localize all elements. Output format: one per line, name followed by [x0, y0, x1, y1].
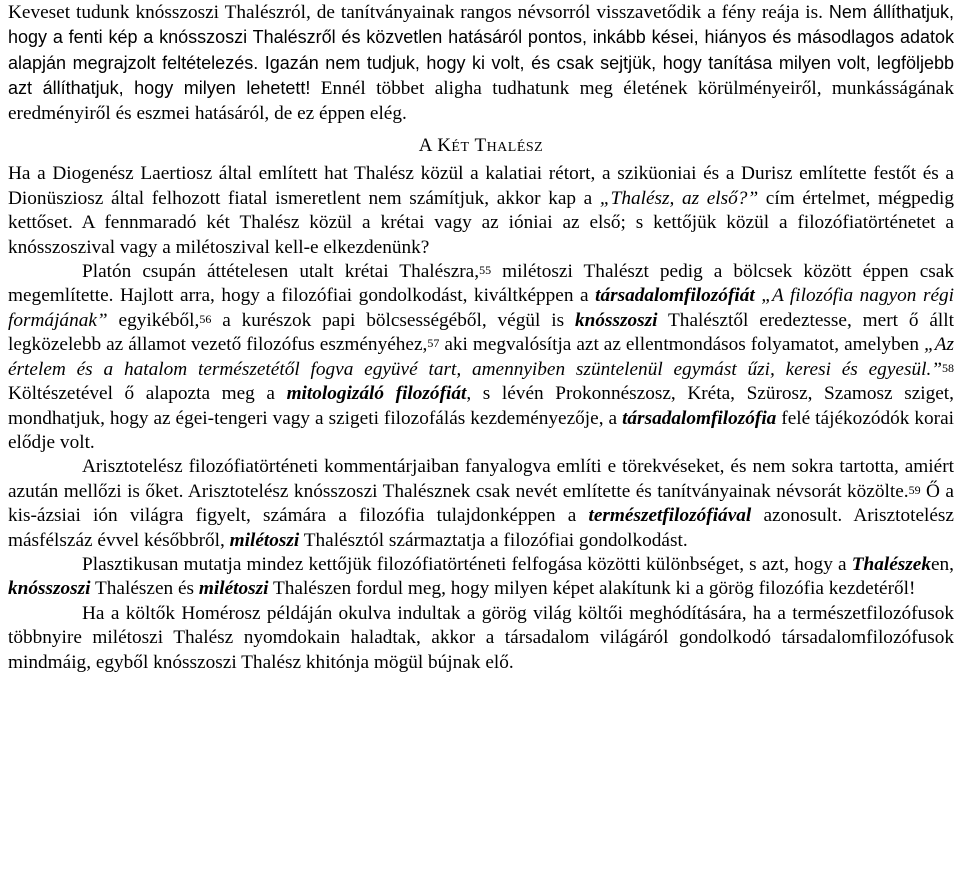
p2-text-7: aki megvalósítja azt az ellentmondásos folyamatot, amelyben: [439, 334, 924, 356]
p2-text-2: milétoszi Thalészt pedig a bölcsek között éppen csak megemlítette. Hajlott arra, hogy a filozófiai gondolkodást, kiváltképpen a: [8, 261, 954, 307]
heading-k: K: [437, 135, 452, 157]
p1-text-1: Ha a Diogenész Laertiosz által említett hat Thalész közül a kalatiai rétort, a sziküoniai és a Durisz említette festőt és a Dionüsziosz által felhozott fiatal ismeretlent nem számítjuk, akkor kap a: [8, 163, 954, 209]
p2-text-9: , s lévén Prokonnészosz, Kréta, Szürosz, Szamosz sziget, mondhatjuk, hogy az égei-tengeri vagy a szigeti filozofálás kezdeményezője, a: [8, 383, 954, 429]
paragraph-3: [8, 455, 954, 553]
intro-lead-text: Keveset tudunk knósszoszi Thalészról, de tanítványainak rangos névsorról visszavetődik a fény reája is.: [8, 2, 823, 23]
p2-text-8: Költészetével ő alapozta meg a: [8, 383, 287, 405]
p2-text-10: felé tájékozódók korai elődje volt.: [8, 407, 955, 453]
p2-text-1: Platón csupán áttételesen utalt krétai Thalészra,: [82, 261, 480, 283]
heading-et: ÉT: [451, 140, 470, 156]
p1-text-2: cím értelmet, mégpedig kettőset. A fennmaradó két Thalész közül a krétai vagy az ióniai az első; s kettőjük közül a filozófiatörténetet a knósszoszival vagy a milétoszival kell-e elkezdenünk?: [8, 187, 954, 258]
heading-halesz: HALÉSZ: [486, 140, 544, 156]
footnote-56[interactable]: 56: [199, 311, 212, 326]
p3-text-3: azonosult. Arisztotelész másfélszáz évvel későbbről,: [8, 505, 954, 551]
p3-text-2: Ő a kis-ázsiai ión világra figyelt, számára a filozófia tulajdonképpen a: [8, 480, 954, 527]
p2-text-6: Thalésztől eredeztesse, mert ő állt legközelebb az államot vezető filozófus eszményéhez,: [8, 309, 955, 356]
p2-quote-2: „Az értelem és a hatalom természetétől fogva együvé tart, amennyiben szüntelenül egymást űzi, keresi és egyesül.”: [8, 334, 955, 380]
footnote-58[interactable]: 58: [942, 360, 954, 375]
p4-text-4: Thalészen fordul meg, hogy milyen képet alakítunk ki a görög filozófia kezdetéről!: [268, 578, 916, 600]
paragraph-5: [8, 602, 954, 675]
p2-bold-4: társadalomfilozófia: [622, 407, 777, 429]
p4-bold-3: milétoszi: [198, 578, 269, 600]
heading-t: T: [474, 135, 487, 157]
intro-paragraph: [8, 0, 954, 126]
p4-bold-1: Thalészek: [851, 553, 931, 575]
footnote-55[interactable]: 55: [479, 263, 492, 278]
section-heading: [8, 126, 954, 162]
p3-text-1: Arisztotelész filozófiatörténeti kommentárjaiban fanyalogva említi e törekvéseket, és nem sokra tartotta, amiért azután mellőzi is őket. Arisztotelész knósszoszi Thalésznek csak nevét említette és tanítványainak névsorát közölte.: [8, 456, 954, 502]
p4-bold-2: knósszoszi: [8, 578, 91, 600]
p3-text-4: Thalésztól származtatja a filozófiai gondolkodást.: [299, 529, 688, 551]
p2-quote-1: „A filozófia nagyon régi formájának”: [8, 285, 954, 331]
footnote-59[interactable]: 59: [908, 482, 921, 497]
p2-text-5: a kurészok papi bölcsességéből, végül is: [211, 309, 575, 331]
p4-text-2: en,: [930, 553, 954, 575]
paragraph-1: [8, 162, 954, 260]
heading-a: A: [418, 135, 432, 157]
p3-bold-2: milétoszi: [229, 529, 300, 551]
document-page: [8, 0, 954, 675]
p1-quote: „Thalész, az első?”: [599, 187, 759, 209]
p3-bold-1: természetfilozófiával: [588, 505, 752, 527]
paragraph-2: [8, 260, 954, 455]
footnote-57[interactable]: 57: [427, 336, 440, 351]
p2-text-4: egyikéből,: [107, 309, 200, 331]
p4-text-1: Plasztikusan mutatja mindez kettőjük filozófiatörténeti felfogása közötti különbséget, s azt, hogy a: [82, 553, 852, 575]
intro-sans-text: Nem állíthatjuk, hogy a fenti kép a knósszoszi Thalészről és közvetlen hatásáról pontos, inkább kései, hiányos és másodlagos adatok alapján megrajzolt feltételezés. Igazán nem tudjuk, hogy ki volt, és csak sejtjük, hogy tanítása milyen volt, legföljebb azt állíthatjuk, hogy milyen lehetett!: [8, 2, 954, 99]
p2-bold-2: knósszoszi: [574, 309, 658, 331]
p2-bold-3: mitologizáló filozófiát: [286, 383, 467, 405]
p5-text-1: Ha a költők Homérosz példáján okulva indultak a görög világ költői meghódítására, ha a természetfilozófusok többnyire milétoszi Thalész nyomdokain haladtak, akkor a társadalom világáról gondolkodó társadalomfilozófusok mindmáig, egyből knósszoszi Thalész khitónja mögül bújnak elő.: [8, 602, 954, 673]
p2-bold-1: társadalomfilozófiát: [595, 285, 755, 307]
p4-text-3: Thalészen és: [90, 578, 199, 600]
paragraph-4: [8, 553, 954, 602]
intro-tail-text: Ennél többet aligha tudhatunk meg életének körülményeiről, munkásságának eredményiről és eszmei hatásáról, de ez éppen elég.: [8, 78, 955, 124]
